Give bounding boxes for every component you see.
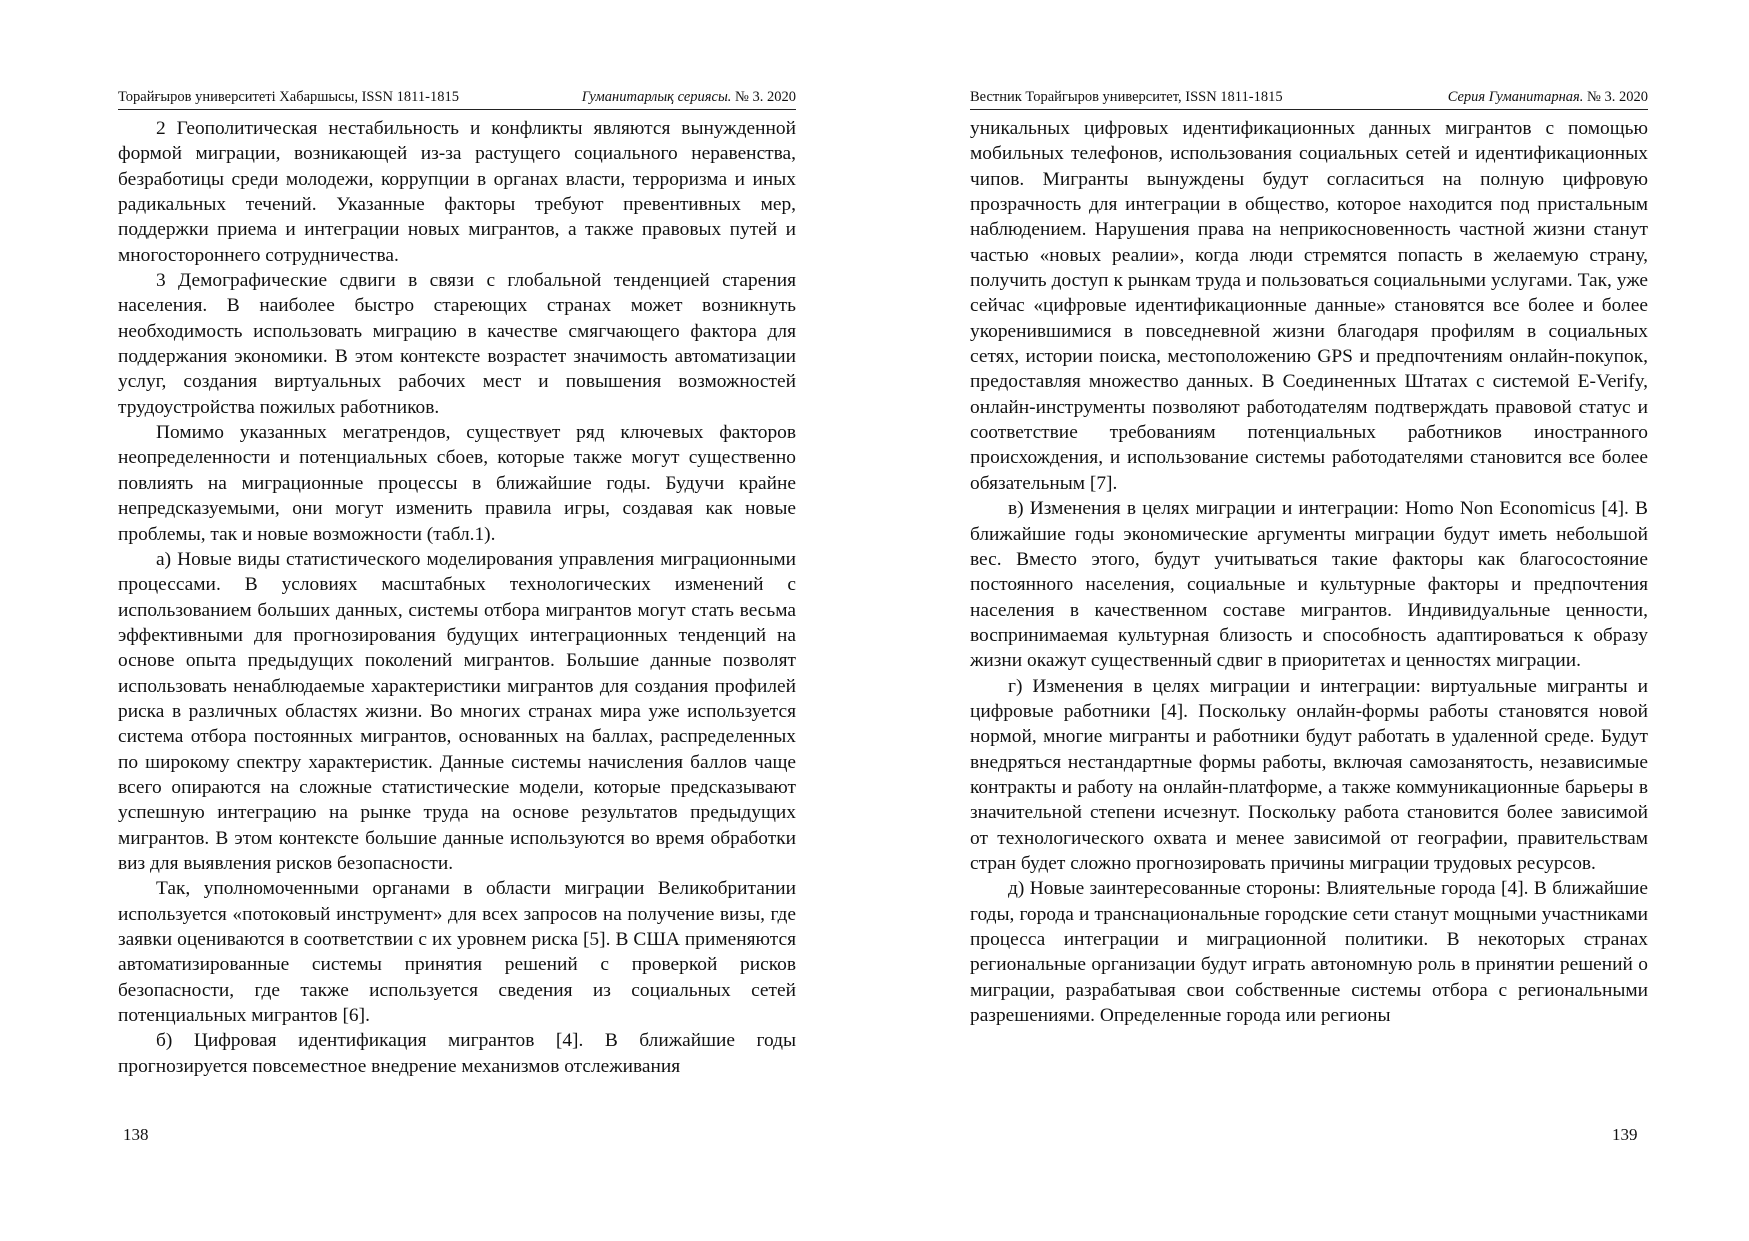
- paragraph: Помимо указанных мегатрендов, существует ряд ключевых факторов неопределенности и потенциальных сбоев, которые также могут существенно повлиять на миграционные процессы в ближайшие годы. Будучи крайне непредсказуемыми, они могут изменить правила игры, создавая как новые проблемы, так и новые возможности (табл.1).: [118, 422, 796, 545]
- paragraph: г) Изменения в целях миграции и интеграции: виртуальные мигранты и цифровые работники [4]. Поскольку онлайн-формы работы становятся новой нормой, многие мигранты и работники будут работать в удаленной среде. Будут внедряться нестандартные формы работы, включая самозанятость, независимые контракты и работу на онлайн-платформе, а также коммуникационные барьеры в значительной степени исчезнут. Поскольку работа становится более зависимой от технологического охвата и менее зависимой от географии, правительствам стран будет сложно прогнозировать причины миграции трудовых ресурсов.: [970, 675, 1648, 874]
- header-series-left: [582, 88, 796, 106]
- paragraph: Так, уполномоченными органами в области миграции Великобритании используется «потоковый инструмент» для всех запросов на получение визы, где заявки оцениваются в соответствии с их уровнем риска [5]. В США применяются автоматизированные системы принятия решений с проверкой рисков безопасности, где также используется сведения из социальных сетей потенциальных мигрантов [6].: [118, 878, 796, 1027]
- paragraph: в) Изменения в целях миграции и интеграции: Homo Non Economicus [4]. В ближайшие годы экономические аргументы миграции будут иметь небольшой вес. Вместо этого, будут учитываться такие факторы как благосостояние постоянного населения, социальные и культурные факторы и предпочтения населения в качественном составе мигрантов. Индивидуальные ценности, воспринимаемая культурная близость и способность адаптироваться к образу жизни окажут существенный сдвиг в приоритетах и ценностях миграции.: [970, 498, 1648, 672]
- body-text-left: [118, 116, 796, 1079]
- body-text-right: [970, 116, 1648, 1028]
- running-header-right: [970, 88, 1648, 110]
- right-page: [970, 88, 1648, 1028]
- left-page: [118, 88, 796, 1079]
- header-series-right: [1448, 88, 1648, 106]
- running-header-left: [118, 88, 796, 110]
- paragraph: а) Новые виды статистического моделирования управления миграционными процессами. В условиях масштабных технологических изменений с использованием больших данных, системы отбора мигрантов могут стать весьма эффективными для прогнозирования будущих интеграционных тенденций на основе опыта предыдущих поколений мигрантов. Большие данные позволят использовать ненаблюдаемые характеристики мигрантов для создания профилей риска в различных областях жизни. Во многих странах мира уже используется система отбора постоянных мигрантов, основанных на баллах, распределенных по широкому спектру характеристик. Данные системы начисления баллов чаще всего опираются на сложные статистические модели, которые предсказывают успешную интеграцию на рынке труда на основе результатов предыдущих мигрантов. В этом контексте большие данные используются во время обработки виз для выявления рисков безопасности.: [118, 548, 796, 874]
- paragraph: д) Новые заинтересованные стороны: Влиятельные города [4]. В ближайшие годы, города и транснациональные городские сети станут мощными участниками процесса интеграции и миграционной политики. В некоторых странах региональные организации будут играть автономную роль в принятии решений о миграции, разрабатывая свои собственные системы отбора с региональными разрешениями. Определенные города или регионы: [970, 878, 1648, 1027]
- page-number-left: 138: [123, 1125, 149, 1144]
- paragraph: 3 Демографические сдвиги в связи с глобальной тенденцией старения населения. В наиболее быстро стареющих странах может возникнуть необходимость использовать миграцию в качестве смягчающего фактора для поддержания экономики. В этом контексте возрастет значимость автоматизации услуг, создания виртуальных рабочих мест и повышения возможностей трудоустройства пожилых работников.: [118, 270, 796, 418]
- header-journal-right: Вестник Торайгыров университет, ISSN 1811-1815: [970, 89, 1283, 105]
- header-issue-left: № 3. 2020: [731, 89, 796, 105]
- page-number-right: 139: [1612, 1125, 1638, 1144]
- paragraph: б) Цифровая идентификация мигрантов [4]. В ближайшие годы прогнозируется повсеместное внедрение механизмов отслеживания: [118, 1030, 796, 1077]
- header-series-name-right: Серия Гуманитарная.: [1447, 89, 1584, 105]
- header-journal-left: Торайғыров университеті Хабаршысы, ISSN 1811-1815: [118, 89, 459, 105]
- header-issue-right: № 3. 2020: [1583, 89, 1648, 105]
- paragraph: 2 Геополитическая нестабильность и конфликты являются вынужденной формой миграции, возникающей из-за растущего социального неравенства, безработицы среди молодежи, коррупции в органах власти, терроризма и иных радикальных течений. Указанные факторы требуют превентивных мер, поддержки приема и интеграции новых мигрантов, а также правовых путей и многостороннего сотрудничества.: [118, 118, 796, 266]
- header-series-name-left: Гуманитарлық сериясы.: [581, 89, 732, 105]
- paragraph: уникальных цифровых идентификационных данных мигрантов с помощью мобильных телефонов, использования социальных сетей и идентификационных чипов. Мигранты вынуждены будут согласиться на полную цифровую прозрачность для интеграции в общество, которое находится под пристальным наблюдением. Нарушения права на неприкосновенность частной жизни станут частью «новых реалии», когда люди стремятся попасть в желаемую страну, получить доступ к рынкам труда и пользоваться социальными услугами. Так, уже сейчас «цифровые идентификационные данные» становятся все более и более укоренившимися в повседневной жизни благодаря профилям в социальных сетях, истории поиска, местоположению GPS и предпочтениям онлайн-покупок, предоставляя множество данных. В Соединенных Штатах с системой E-Verify, онлайн-инструменты позволяют работодателям подтверждать правовой статус и соответствие требованиям потенциальных работников иностранного происхождения, и использование системы работодателями становится все более обязательным [7].: [970, 118, 1648, 494]
